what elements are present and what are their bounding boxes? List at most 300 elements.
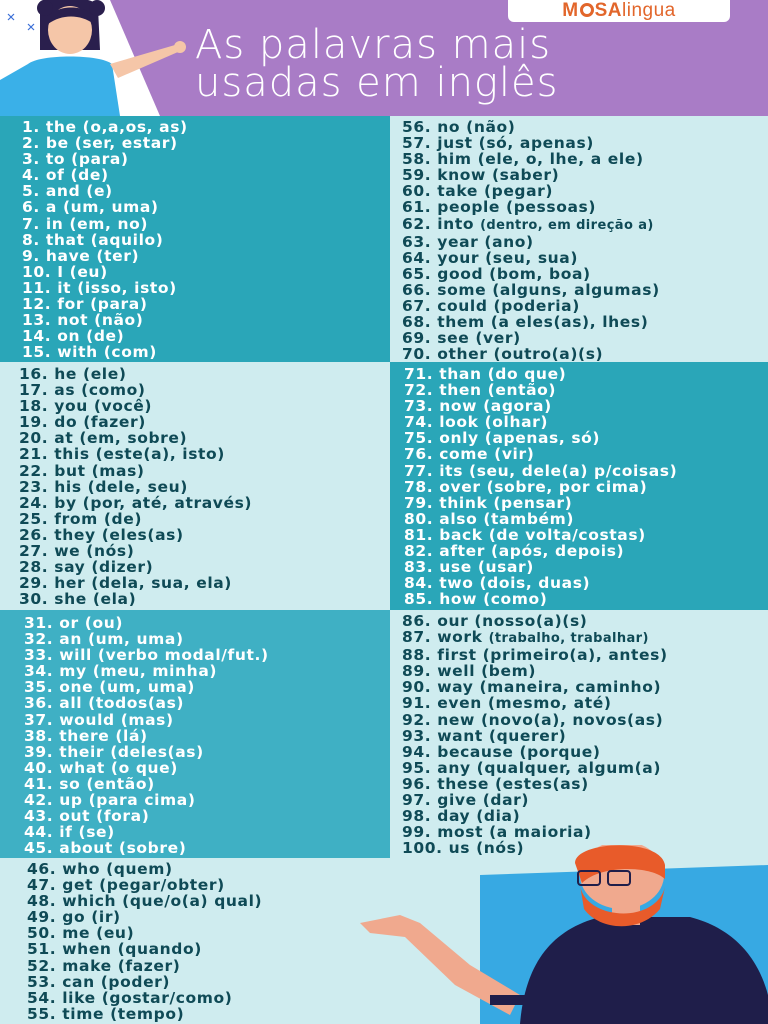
brand-logo-text-before: M xyxy=(562,0,579,21)
word-item xyxy=(22,344,390,360)
portuguese-translation: (eu) xyxy=(96,924,135,943)
english-word: how xyxy=(439,590,484,609)
word-item xyxy=(24,808,390,824)
english-word: as xyxy=(54,381,82,400)
word-number: 31. xyxy=(24,614,60,632)
portuguese-translation: (de) xyxy=(103,509,143,528)
english-word: it xyxy=(57,278,78,297)
header-banner xyxy=(0,0,768,116)
english-word: some xyxy=(437,280,493,299)
word-number: 81. xyxy=(404,525,440,544)
portuguese-translation: (do que) xyxy=(487,365,567,383)
word-number: 51. xyxy=(27,940,63,959)
word-item xyxy=(27,958,390,974)
english-word: time xyxy=(62,1004,111,1023)
portuguese-translation: (em, no) xyxy=(69,214,149,233)
word-item xyxy=(27,925,390,941)
english-word: from xyxy=(54,509,104,528)
portuguese-translation: (você) xyxy=(93,397,153,416)
word-item xyxy=(19,591,390,607)
word-number: 60. xyxy=(402,182,438,201)
word-item xyxy=(22,248,390,264)
word-item xyxy=(402,663,768,679)
portuguese-translation: (só, apenas) xyxy=(478,134,594,153)
word-block-16-30 xyxy=(0,362,390,610)
english-word: by xyxy=(54,493,83,512)
word-number: 64. xyxy=(402,248,438,267)
word-number: 12. xyxy=(22,295,58,314)
word-block-86-100 xyxy=(390,610,768,858)
word-item xyxy=(24,712,390,728)
portuguese-translation: (pegar/obter) xyxy=(99,876,225,895)
english-word: a xyxy=(45,198,63,217)
word-number: 49. xyxy=(27,908,63,927)
english-word: their xyxy=(59,742,111,761)
word-number: 43. xyxy=(24,807,60,826)
word-item xyxy=(19,495,390,511)
portuguese-translation: (nós) xyxy=(476,839,525,858)
word-item xyxy=(22,280,390,296)
word-item xyxy=(402,679,768,695)
word-number: 90. xyxy=(402,678,438,697)
word-block-46-55 xyxy=(0,858,390,1024)
portuguese-translation: (fazer) xyxy=(83,413,146,432)
word-item xyxy=(404,430,768,446)
english-word: know xyxy=(437,166,492,185)
portuguese-translation: (um, uma) xyxy=(62,198,159,217)
english-word: about xyxy=(59,839,119,858)
english-word: with xyxy=(57,343,104,362)
portuguese-translation: (seu, sua) xyxy=(485,248,579,267)
word-item xyxy=(24,728,390,744)
english-word: to xyxy=(45,150,72,169)
word-item xyxy=(22,119,390,135)
brand-logo-suffix: lingua xyxy=(622,0,676,21)
english-word: when xyxy=(62,940,118,959)
portuguese-translation: (para) xyxy=(71,150,129,169)
english-word: you xyxy=(54,397,94,416)
word-item xyxy=(402,250,768,266)
word-number: 42. xyxy=(24,791,60,810)
word-number: 94. xyxy=(402,742,438,761)
word-item xyxy=(402,824,768,840)
word-number: 28. xyxy=(19,558,55,577)
word-number: 15. xyxy=(22,343,58,362)
word-number: 86. xyxy=(402,612,438,630)
english-word: who xyxy=(62,860,107,878)
portuguese-translation: (ver) xyxy=(475,329,521,348)
word-block-71-85 xyxy=(390,362,768,610)
word-item xyxy=(19,414,390,430)
word-number: 20. xyxy=(19,429,55,448)
word-number: 14. xyxy=(22,327,58,346)
word-number: 71. xyxy=(404,365,440,383)
word-item xyxy=(19,511,390,527)
word-item xyxy=(19,463,390,479)
word-number: 30. xyxy=(19,590,55,609)
page-title-line-1: As palavras mais xyxy=(195,22,552,68)
english-word: want xyxy=(437,726,489,745)
word-item xyxy=(19,527,390,543)
word-block-1-15 xyxy=(0,116,390,362)
portuguese-translation: (quando) xyxy=(117,940,202,959)
word-item xyxy=(27,941,390,957)
word-number: 52. xyxy=(27,956,63,975)
word-number: 35. xyxy=(24,678,60,697)
portuguese-translation: (maneira, caminho) xyxy=(479,678,662,697)
portuguese-translation: (de) xyxy=(70,166,109,185)
word-item xyxy=(22,167,390,183)
english-word: at xyxy=(54,429,80,448)
word-number: 34. xyxy=(24,662,60,681)
word-number: 68. xyxy=(402,313,438,332)
english-word: his xyxy=(54,477,88,496)
english-word: for xyxy=(57,295,91,314)
word-number: 54. xyxy=(27,988,63,1007)
word-number: 21. xyxy=(19,445,55,464)
word-item xyxy=(404,511,768,527)
portuguese-translation: (olhar) xyxy=(484,413,549,432)
word-number: 96. xyxy=(402,774,438,793)
english-word: if xyxy=(59,823,79,842)
word-item xyxy=(22,232,390,248)
portuguese-translation: (poderia) xyxy=(493,297,580,316)
word-item xyxy=(402,199,768,215)
portuguese-translation: (para) xyxy=(90,295,148,314)
word-number: 4. xyxy=(22,166,46,185)
word-number: 37. xyxy=(24,710,60,729)
portuguese-translation: (bom, boa) xyxy=(489,264,591,283)
word-item xyxy=(404,414,768,430)
word-item xyxy=(19,559,390,575)
word-number: 56. xyxy=(402,118,438,136)
portuguese-translation: (de volta/costas) xyxy=(488,525,646,544)
portuguese-translation: (dizer) xyxy=(91,558,154,577)
word-item xyxy=(24,744,390,760)
page-title xyxy=(195,22,765,106)
portuguese-translation: (todos(as) xyxy=(88,694,185,713)
word-item xyxy=(402,647,768,663)
portuguese-translation: (este(a), isto) xyxy=(95,445,225,464)
portuguese-translation: (dia) xyxy=(476,807,521,826)
english-word: other xyxy=(437,345,494,362)
word-item xyxy=(22,151,390,167)
english-word: the xyxy=(45,118,83,136)
word-number: 58. xyxy=(402,150,438,169)
portuguese-translation: (fazer) xyxy=(117,956,181,975)
word-number: 92. xyxy=(402,710,438,729)
word-item xyxy=(404,591,768,607)
word-item xyxy=(19,575,390,591)
portuguese-translation: (pensar) xyxy=(493,493,573,512)
word-number: 69. xyxy=(402,329,438,348)
word-item xyxy=(402,613,768,629)
word-item xyxy=(19,366,390,382)
portuguese-translation: (o que) xyxy=(110,758,178,777)
portuguese-translation: (eles(as) xyxy=(101,525,184,544)
english-word: work xyxy=(437,628,489,647)
portuguese-translation: (dela, sua, ela) xyxy=(91,574,232,593)
portuguese-translation: (alguns, algumas) xyxy=(492,280,660,299)
word-number: 6. xyxy=(22,198,46,217)
english-word: than xyxy=(439,365,488,383)
word-number: 85. xyxy=(404,590,440,609)
word-item xyxy=(402,776,768,792)
portuguese-translation: (dois, duas) xyxy=(479,574,591,593)
word-number: 66. xyxy=(402,280,438,299)
english-word: new xyxy=(437,710,481,729)
english-word: then xyxy=(439,381,488,400)
english-word: your xyxy=(437,248,486,267)
english-word: I xyxy=(57,262,70,281)
english-word: see xyxy=(437,329,476,348)
portuguese-translation: (ser, estar) xyxy=(74,134,178,153)
word-number: 84. xyxy=(404,574,440,593)
word-item xyxy=(19,430,390,446)
word-item xyxy=(402,346,768,362)
portuguese-translation: (sobre) xyxy=(118,839,187,858)
english-word: give xyxy=(437,791,483,810)
word-item xyxy=(402,712,768,728)
word-number: 73. xyxy=(404,397,440,416)
english-word: like xyxy=(62,988,102,1007)
portuguese-translation: (um, uma) xyxy=(87,630,184,649)
portuguese-translation: (saber) xyxy=(491,166,560,185)
english-word: my xyxy=(59,662,93,681)
english-word: they xyxy=(54,525,102,544)
english-word: of xyxy=(45,166,71,185)
english-word: but xyxy=(54,461,92,480)
english-word: her xyxy=(54,574,92,593)
word-number: 75. xyxy=(404,429,440,448)
portuguese-translation: (quem) xyxy=(106,860,173,878)
english-word: first xyxy=(437,646,483,665)
portuguese-translation: (tempo) xyxy=(110,1004,185,1023)
portuguese-translation: (fora) xyxy=(96,807,150,826)
english-word: even xyxy=(437,694,488,713)
portuguese-translation: (novo(a), novos(as) xyxy=(480,710,664,729)
english-word: that xyxy=(45,230,91,249)
portuguese-translation: (também) xyxy=(483,509,575,528)
word-item xyxy=(402,216,768,234)
word-number: 46. xyxy=(27,860,63,878)
english-word: also xyxy=(439,509,484,528)
portuguese-translation: (dentro, em direção a) xyxy=(480,217,654,233)
word-number: 39. xyxy=(24,742,60,761)
word-item xyxy=(27,1006,390,1022)
english-word: good xyxy=(437,264,490,283)
word-item xyxy=(404,398,768,414)
portuguese-translation: (dele, seu) xyxy=(87,477,188,496)
word-item xyxy=(404,446,768,462)
english-word: no xyxy=(437,118,467,136)
word-item xyxy=(27,893,390,909)
portuguese-translation: (como) xyxy=(81,381,146,400)
english-word: there xyxy=(59,726,116,745)
word-number: 97. xyxy=(402,791,438,810)
english-word: its xyxy=(439,461,470,480)
word-number: 76. xyxy=(404,445,440,464)
word-number: 50. xyxy=(27,924,63,943)
word-number: 79. xyxy=(404,493,440,512)
portuguese-translation: (eu) xyxy=(69,262,108,281)
english-word: these xyxy=(437,774,495,793)
portuguese-translation: (deles(as) xyxy=(110,742,204,761)
portuguese-translation: (porque) xyxy=(519,742,601,761)
word-item xyxy=(27,877,390,893)
word-item xyxy=(402,167,768,183)
english-word: him xyxy=(437,150,478,169)
word-number: 36. xyxy=(24,694,60,713)
english-word: have xyxy=(45,246,97,265)
word-item xyxy=(22,199,390,215)
word-number: 23. xyxy=(19,477,55,496)
word-number: 59. xyxy=(402,166,438,185)
word-item xyxy=(22,216,390,232)
portuguese-translation: (se) xyxy=(78,823,115,842)
portuguese-translation: (primeiro(a), antes) xyxy=(482,646,668,665)
portuguese-translation: (um, uma) xyxy=(99,678,195,697)
portuguese-translation: (ele, o, lhe, a ele) xyxy=(477,150,644,169)
page-title-line-2: usadas em inglês xyxy=(195,60,559,106)
word-item xyxy=(24,679,390,695)
word-item xyxy=(24,792,390,808)
portuguese-translation: (verbo modal/fut.) xyxy=(97,646,269,665)
word-number: 91. xyxy=(402,694,438,713)
word-number: 19. xyxy=(19,413,55,432)
english-word: make xyxy=(62,956,118,975)
english-word: now xyxy=(439,397,484,416)
portuguese-translation: (após, depois) xyxy=(491,542,625,561)
english-word: them xyxy=(437,313,491,332)
portuguese-translation: (estes(as) xyxy=(494,774,589,793)
portuguese-translation: (pessoas) xyxy=(506,198,597,217)
word-number: 27. xyxy=(19,542,55,561)
word-item xyxy=(404,559,768,575)
english-word: all xyxy=(59,694,89,713)
portuguese-translation: (ano) xyxy=(484,232,534,251)
portuguese-translation: (vir) xyxy=(494,445,535,464)
word-number: 74. xyxy=(404,413,440,432)
word-number: 47. xyxy=(27,876,63,895)
english-word: back xyxy=(439,525,489,544)
english-word: only xyxy=(439,429,485,448)
word-item xyxy=(27,990,390,1006)
word-item xyxy=(402,792,768,808)
word-number: 16. xyxy=(19,365,55,383)
english-word: into xyxy=(437,214,481,233)
word-item xyxy=(22,328,390,344)
word-item xyxy=(402,183,768,199)
english-word: up xyxy=(59,791,89,810)
english-word: on xyxy=(57,327,87,346)
word-item xyxy=(404,527,768,543)
portuguese-translation: (meu, minha) xyxy=(92,662,218,681)
word-item xyxy=(402,234,768,250)
english-word: not xyxy=(57,311,95,330)
portuguese-translation: (querer) xyxy=(488,726,567,745)
word-item xyxy=(402,695,768,711)
word-number: 24. xyxy=(19,493,55,512)
word-number: 77. xyxy=(404,461,440,480)
portuguese-translation: (seu, dele(a) p/coisas) xyxy=(469,461,678,480)
word-number: 25. xyxy=(19,509,55,528)
english-word: say xyxy=(54,558,92,577)
word-number: 70. xyxy=(402,345,438,362)
english-word: go xyxy=(62,908,92,927)
word-number: 98. xyxy=(402,807,438,826)
word-item xyxy=(22,183,390,199)
portuguese-translation: (apenas, só) xyxy=(484,429,601,448)
english-word: look xyxy=(439,413,485,432)
word-number: 99. xyxy=(402,823,438,842)
word-item xyxy=(402,314,768,330)
english-word: and xyxy=(45,182,87,201)
english-word: one xyxy=(59,678,100,697)
word-number: 44. xyxy=(24,823,60,842)
word-item xyxy=(402,629,768,647)
english-word: way xyxy=(437,678,480,697)
english-word: year xyxy=(437,232,485,251)
word-item xyxy=(27,974,390,990)
word-block-31-45 xyxy=(0,610,390,858)
word-number: 32. xyxy=(24,630,60,649)
portuguese-translation: (nós) xyxy=(86,542,135,561)
portuguese-translation: (poder) xyxy=(100,972,171,991)
word-number: 40. xyxy=(24,758,60,777)
portuguese-translation: (não) xyxy=(94,311,144,330)
brand-logo-text-after: SA xyxy=(594,0,622,21)
english-word: this xyxy=(54,445,96,464)
portuguese-translation: (trabalho, trabalhar) xyxy=(488,631,649,647)
word-number: 29. xyxy=(19,574,55,593)
portuguese-translation: (isso, isto) xyxy=(77,278,177,297)
word-number: 55. xyxy=(27,1004,63,1023)
word-item xyxy=(19,479,390,495)
english-word: what xyxy=(59,758,111,777)
portuguese-translation: (pegar) xyxy=(483,182,554,201)
word-number: 80. xyxy=(404,509,440,528)
word-number: 89. xyxy=(402,662,438,681)
word-number: 78. xyxy=(404,477,440,496)
word-item xyxy=(402,266,768,282)
word-item xyxy=(402,808,768,824)
word-number: 9. xyxy=(22,246,46,265)
english-word: he xyxy=(54,365,84,383)
word-number: 93. xyxy=(402,726,438,745)
word-number: 33. xyxy=(24,646,60,665)
word-number: 8. xyxy=(22,230,46,249)
word-item xyxy=(27,909,390,925)
word-number: 65. xyxy=(402,264,438,283)
portuguese-translation: (e) xyxy=(86,182,113,201)
portuguese-translation: (nosso(a)(s) xyxy=(474,612,588,630)
portuguese-translation: (a maioria) xyxy=(489,823,592,842)
portuguese-translation: (a eles(as), lhes) xyxy=(490,313,649,332)
english-word: will xyxy=(59,646,98,665)
english-word: can xyxy=(62,972,101,991)
word-item xyxy=(24,840,390,856)
portuguese-translation: (por, até, através) xyxy=(82,493,253,512)
english-word: do xyxy=(54,413,84,432)
word-item xyxy=(404,575,768,591)
english-word: in xyxy=(45,214,70,233)
brand-logo[interactable] xyxy=(508,0,730,22)
word-item xyxy=(402,151,768,167)
english-word: people xyxy=(437,198,507,217)
english-word: two xyxy=(439,574,480,593)
word-item xyxy=(22,312,390,328)
